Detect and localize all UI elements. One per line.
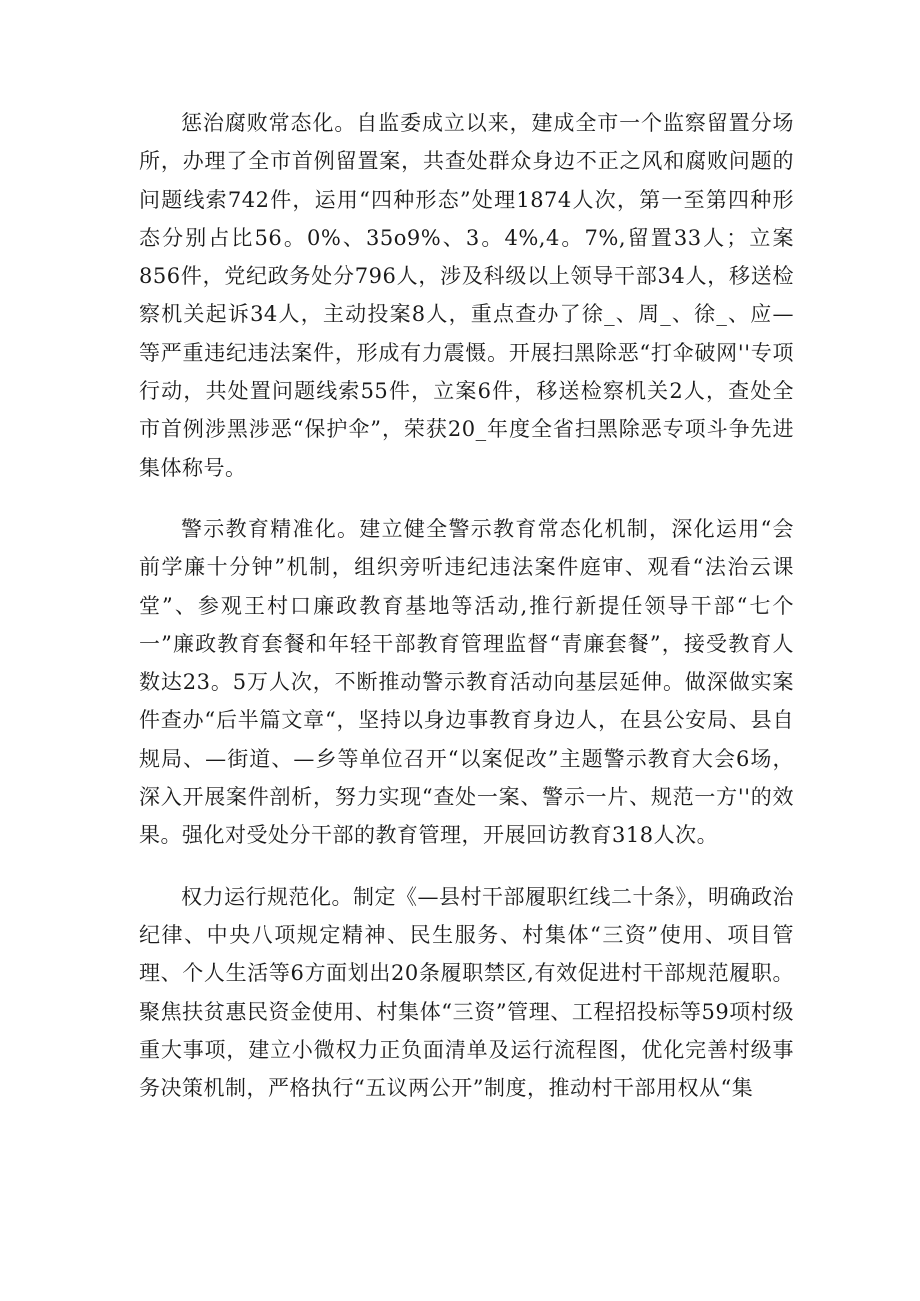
paragraph-warning-education: 警示教育精准化。建立健全警示教育常态化机制，深化运用“会前学廉十分钟”机制，组织旁听违纪违法案件庭审、观看“法治云课堂”、参观王村口廉政教育基地等活动,推行新提任领导干部“七个一”廉政教育套餐和年轻干部教育管理监督“青廉套餐”，接受教育人数达23。5万人次，不断推动警示教育活动向基层延伸。做深做实案件查办“后半篇文章“，坚持以身边事教育身边人，在县公安局、县自规局、—街道、—乡等单位召开“以案促改”主题警示教育大会6场，深入开展案件剖析，努力实现“查处一案、警示一片、规范一方''的效果。强化对受处分干部的教育管理，开展回访教育318人次。 (139, 516, 794, 848)
document-body (139, 104, 794, 1107)
paragraph-power-regulation: 权力运行规范化。制定《—县村干部履职红线二十条》，明确政治纪律、中央八项规定精神、民生服务、村集体“三资”使用、项目管理、个人生活等6方面划出20条履职禁区,有效促进村干部规范履职。聚焦扶贫惠民资金使用、村集体“三资”管理、工程招投标等59项村级重大事项，建立小微权力正负面清单及运行流程图，优化完善村级事务决策机制，严格执行“五议两公开”制度，推动村干部用权从“集 (139, 884, 794, 1101)
paragraph-punishing-corruption: 惩治腐败常态化。自监委成立以来，建成全市一个监察留置分场所，办理了全市首例留置案，共查处群众身边不正之风和腐败问题的问题线索742件，运用“四种形态”处理1874人次，第一至第四种形态分别占比56。0%、35o9%、3。4%,4。7%,留置33人；立案856件，党纪政务处分796人，涉及科级以上领导干部34人，移送检察机关起诉34人，主动投案8人，重点查办了徐_、周_、徐_、应—等严重违纪违法案件，形成有力震慑。开展扫黑除恶“打伞破网''专项行动，共处置问题线索55件，立案6件，移送检察机关2人，查处全市首例涉黑涉恶“保护伞”，荣获20_年度全省扫黑除恶专项斗争先进集体称号。 (139, 111, 794, 480)
